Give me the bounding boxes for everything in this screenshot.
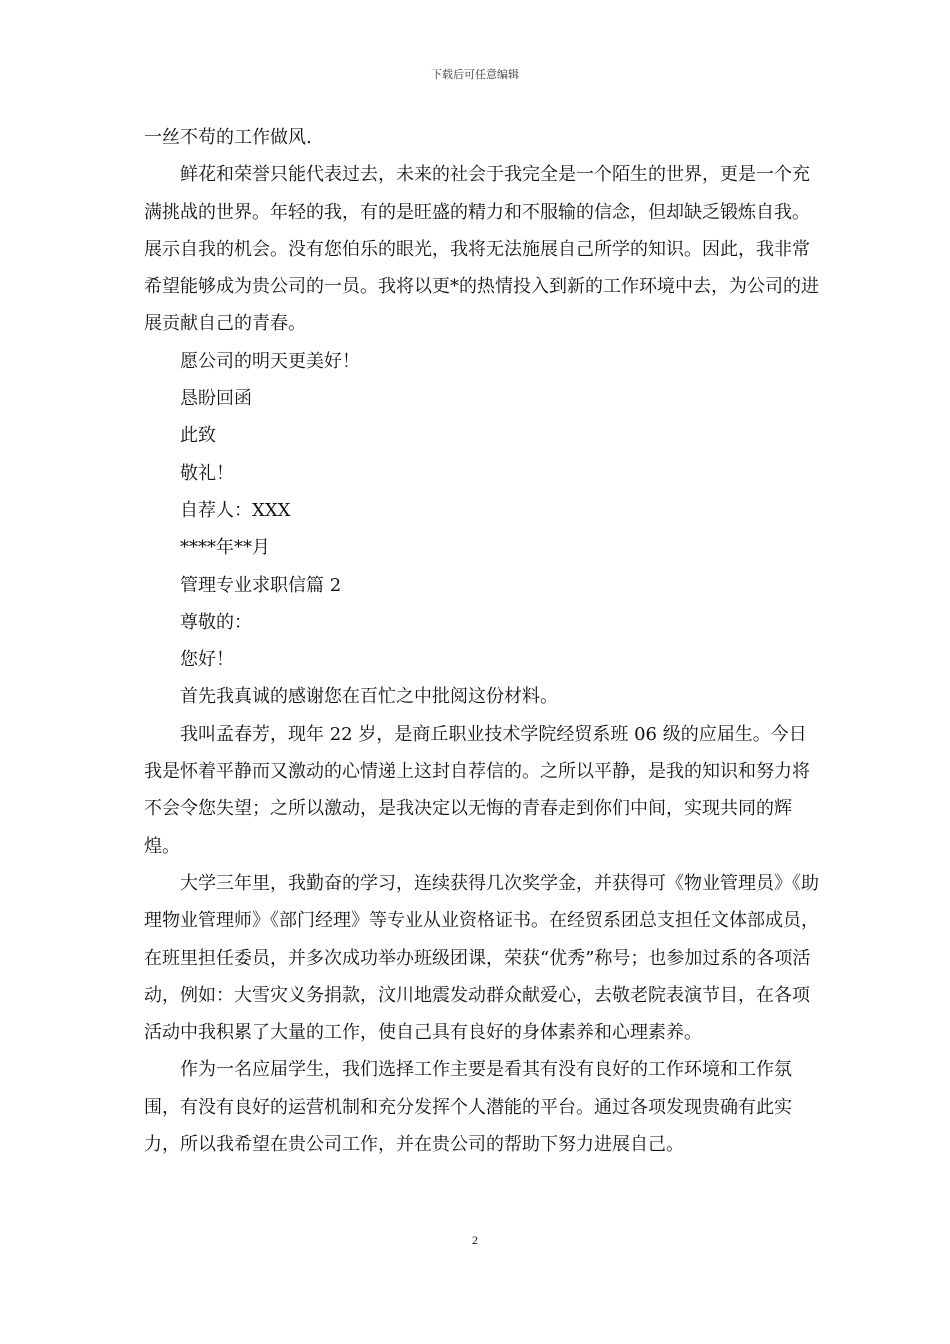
paragraph-14: 大学三年里，我勤奋的学习，连续获得几次奖学金，并获得可《物业管理员》《助理物业管理师》《部门经理》等专业从业资格证书。在经贸系团总支担任文体部成员，在班里担任委员，并多次成功举办班级团课，荣获“优秀”称号；也参加过系的各项活动，例如：大雪灾义务捐款，汶川地震发动群众献爱心，去敬老院表演节目，在各项活动中我积累了大量的工作，使自己具有良好的身体素养和心理素养。 [144, 872, 819, 1044]
paragraph-2: 鲜花和荣誉只能代表过去，未来的社会于我完全是一个陌生的世界，更是一个充满挑战的世界。年轻的我，有的是旺盛的精力和不服输的信念，但却缺乏锻炼自我。展示自我的机会。没有您伯乐的眼光，我将无法施展自己所学的知识。因此，我非常希望能够成为贵公司的一员。我将以更*的热情投入到新的工作环境中去，为公司的进展贡献自己的青春。 [144, 164, 819, 335]
paragraph-5: 此致 [180, 425, 216, 447]
page-header: 下载后可任意编辑 [431, 68, 519, 81]
paragraph-6: 敬礼！ [180, 462, 234, 484]
salutation: 尊敬的： [180, 611, 252, 633]
document-body [144, 119, 819, 1163]
section-title: 管理专业求职信篇 2 [180, 574, 342, 596]
paragraph-15: 作为一名应届学生，我们选择工作主要是看其有没有良好的工作环境和工作氛围，有没有良好的运营机制和充分发挥个人潜能的平台。通过各项发现贵确有此实力，所以我希望在贵公司工作，并在贵公司的帮助下努力进展自己。 [144, 1059, 792, 1156]
paragraph-3: 愿公司的明天更美好！ [180, 350, 360, 372]
signature-line: 自荐人：XXX [180, 499, 291, 521]
paragraph-12: 首先我真诚的感谢您在百忙之中批阅这份材料。 [180, 686, 558, 708]
paragraph-4: 恳盼回函 [180, 388, 252, 410]
page-number: 2 [472, 1233, 478, 1247]
paragraph-1: 一丝不苟的工作做风. [144, 127, 312, 148]
paragraph-13: 我叫孟春芳，现年 22 岁，是商丘职业技术学院经贸系班 06 级的应届生。今日我是怀着平静而又激动的心情递上这封自荐信的。之所以平静，是我的知识和努力将不会令您失望；之所以激动，是我决定以无悔的青春走到你们中间，实现共同的辉煌。 [144, 723, 810, 857]
greeting: 您好！ [180, 649, 234, 671]
date-line: ****年**月 [180, 537, 270, 559]
